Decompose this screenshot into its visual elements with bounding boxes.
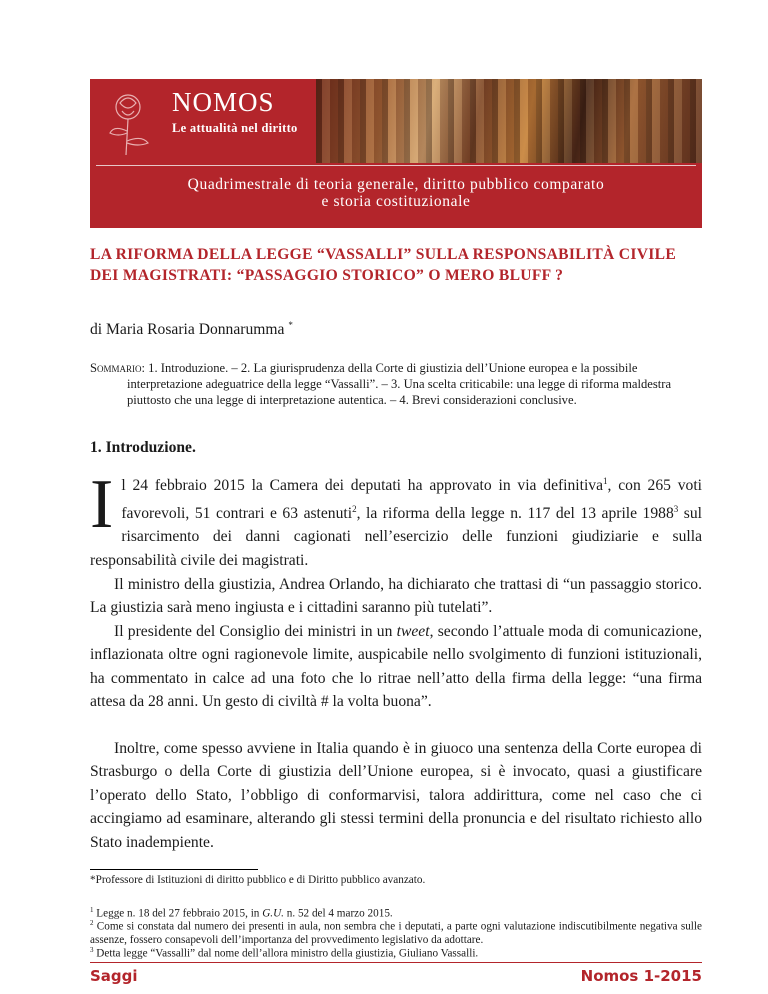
section-heading: 1. Introduzione. [90,439,196,456]
author-name: di Maria Rosaria Donnarumma [90,321,285,339]
article-title: LA RIFORMA DELLA LEGGE “VASSALLI” SULLA RESPONSABILITÀ CIVILE DEI MAGISTRATI: “PASSAGGIO STORICO” O MERO BLUFF ? [90,246,677,284]
journal-tagline-line1: Quadrimestrale di teoria generale, diritto pubblico comparato [187,176,605,193]
footnote-divider [90,869,258,870]
drop-cap: I [90,466,114,543]
footnote-author: *Professore di Istituzioni di diritto pubblico e di Diritto pubblico avanzato. [90,874,426,886]
paragraph-3: Il presidente del Consiglio dei ministri in un tweet, secondo l’attuale moda di comunicazione, inflazionata oltre ogni ragionevole limite, auspicabile nello svolgimento di funzioni istituzionali, ha commentato in calce ad una foto che lo ritrae nell’atto della firma della legge: “una firma attesa da 28 anni. Un gesto di civiltà # la volta buona”. [90,623,702,711]
summary-first-line: 1. Introduzione. – 2. La giurisprudenza della Corte di giustizia dell’Unione europea e la possibile [145,361,638,375]
author-line [90,320,293,339]
banner-painting-image [316,79,702,163]
journal-name: NOMOS [172,87,275,117]
footer-section-label: Saggi [90,967,138,985]
footer-divider [90,962,702,963]
footnote-1: $^1$ Legge n. 18 del 27 febbraio 2015, in G.U. n. 52 del 4 marzo 2015. [90,906,393,920]
paragraph-2: Il ministro della giustizia, Andrea Orlando, ha dichiarato che trattasi di “un passaggio storico. La giustizia sarà meno ingiusta e i cittadini saranno più tutelati”. [90,576,702,617]
footnote-2: $^2$ Come si constata dal numero dei presenti in aula, non sembra che i deputati, a parte ogni valutazione indiscutibilmente negativa sulle assenze, fossero consapevoli dell’importanza del provvedimento legislativo da adottare. [90,919,702,947]
footnote-ref-3[interactable]: 3 [673,503,679,514]
summary-continuation: interpretazione adeguatrice della legge “Vassalli”. – 3. Una scelta criticabile: una legge di riforma maldestra piuttosto che una legge di interpretazione autentica. – 4. Brevi considerazioni conclusive. [127,377,672,407]
author-footnote-mark: * [288,320,293,330]
paragraph-4: Inoltre, come spesso avviene in Italia quando è in giuoco una sentenza della Corte europea di Strasburgo o della Corte di giustizia dell’Unione europea, si è invocato, quasi a giustificare l’operato dello Stato, l’obbligo di conformarvisi, talora addirittura, come nel caso che ci accingiamo ad esaminare, alterando gli stessi termini della pronuncia e del risultato richiesto allo Stato inadempiente. [90,740,702,851]
rose-logo-icon [100,85,160,159]
emphasis-tweet: tweet [396,623,430,640]
banner-divider [96,165,696,166]
footnote-ref-1[interactable]: 1 [603,476,608,486]
journal-subtitle: Le attualità nel diritto [172,121,298,135]
journal-tagline-line2: e storia costituzionale [321,193,471,210]
footnote-3: $^3$ Detta legge “Vassalli” dal nome dell’allora ministro della giustizia, Giuliano Vassalli. [90,946,479,960]
footnote-ref-2[interactable]: 2 [352,503,357,514]
journal-banner [90,79,702,228]
footer-issue-label: Nomos 1-2015 [580,967,702,985]
summary-block [90,360,702,408]
summary-label: Sommario: [90,361,146,375]
paragraph-1: Il 24 febbraio 2015 la Camera dei deputati ha approvato in via definitiva$^1$, con 265 voti favorevoli, 51 contrari e 63 astenuti$^2$, la riforma della legge n. 117 del 13 aprile 1988$^3$ sul risarcimento dei danni cagionati nell’esercizio delle funzioni giudiziarie e sulla responsabilità civile dei magistrati. [90,466,702,569]
